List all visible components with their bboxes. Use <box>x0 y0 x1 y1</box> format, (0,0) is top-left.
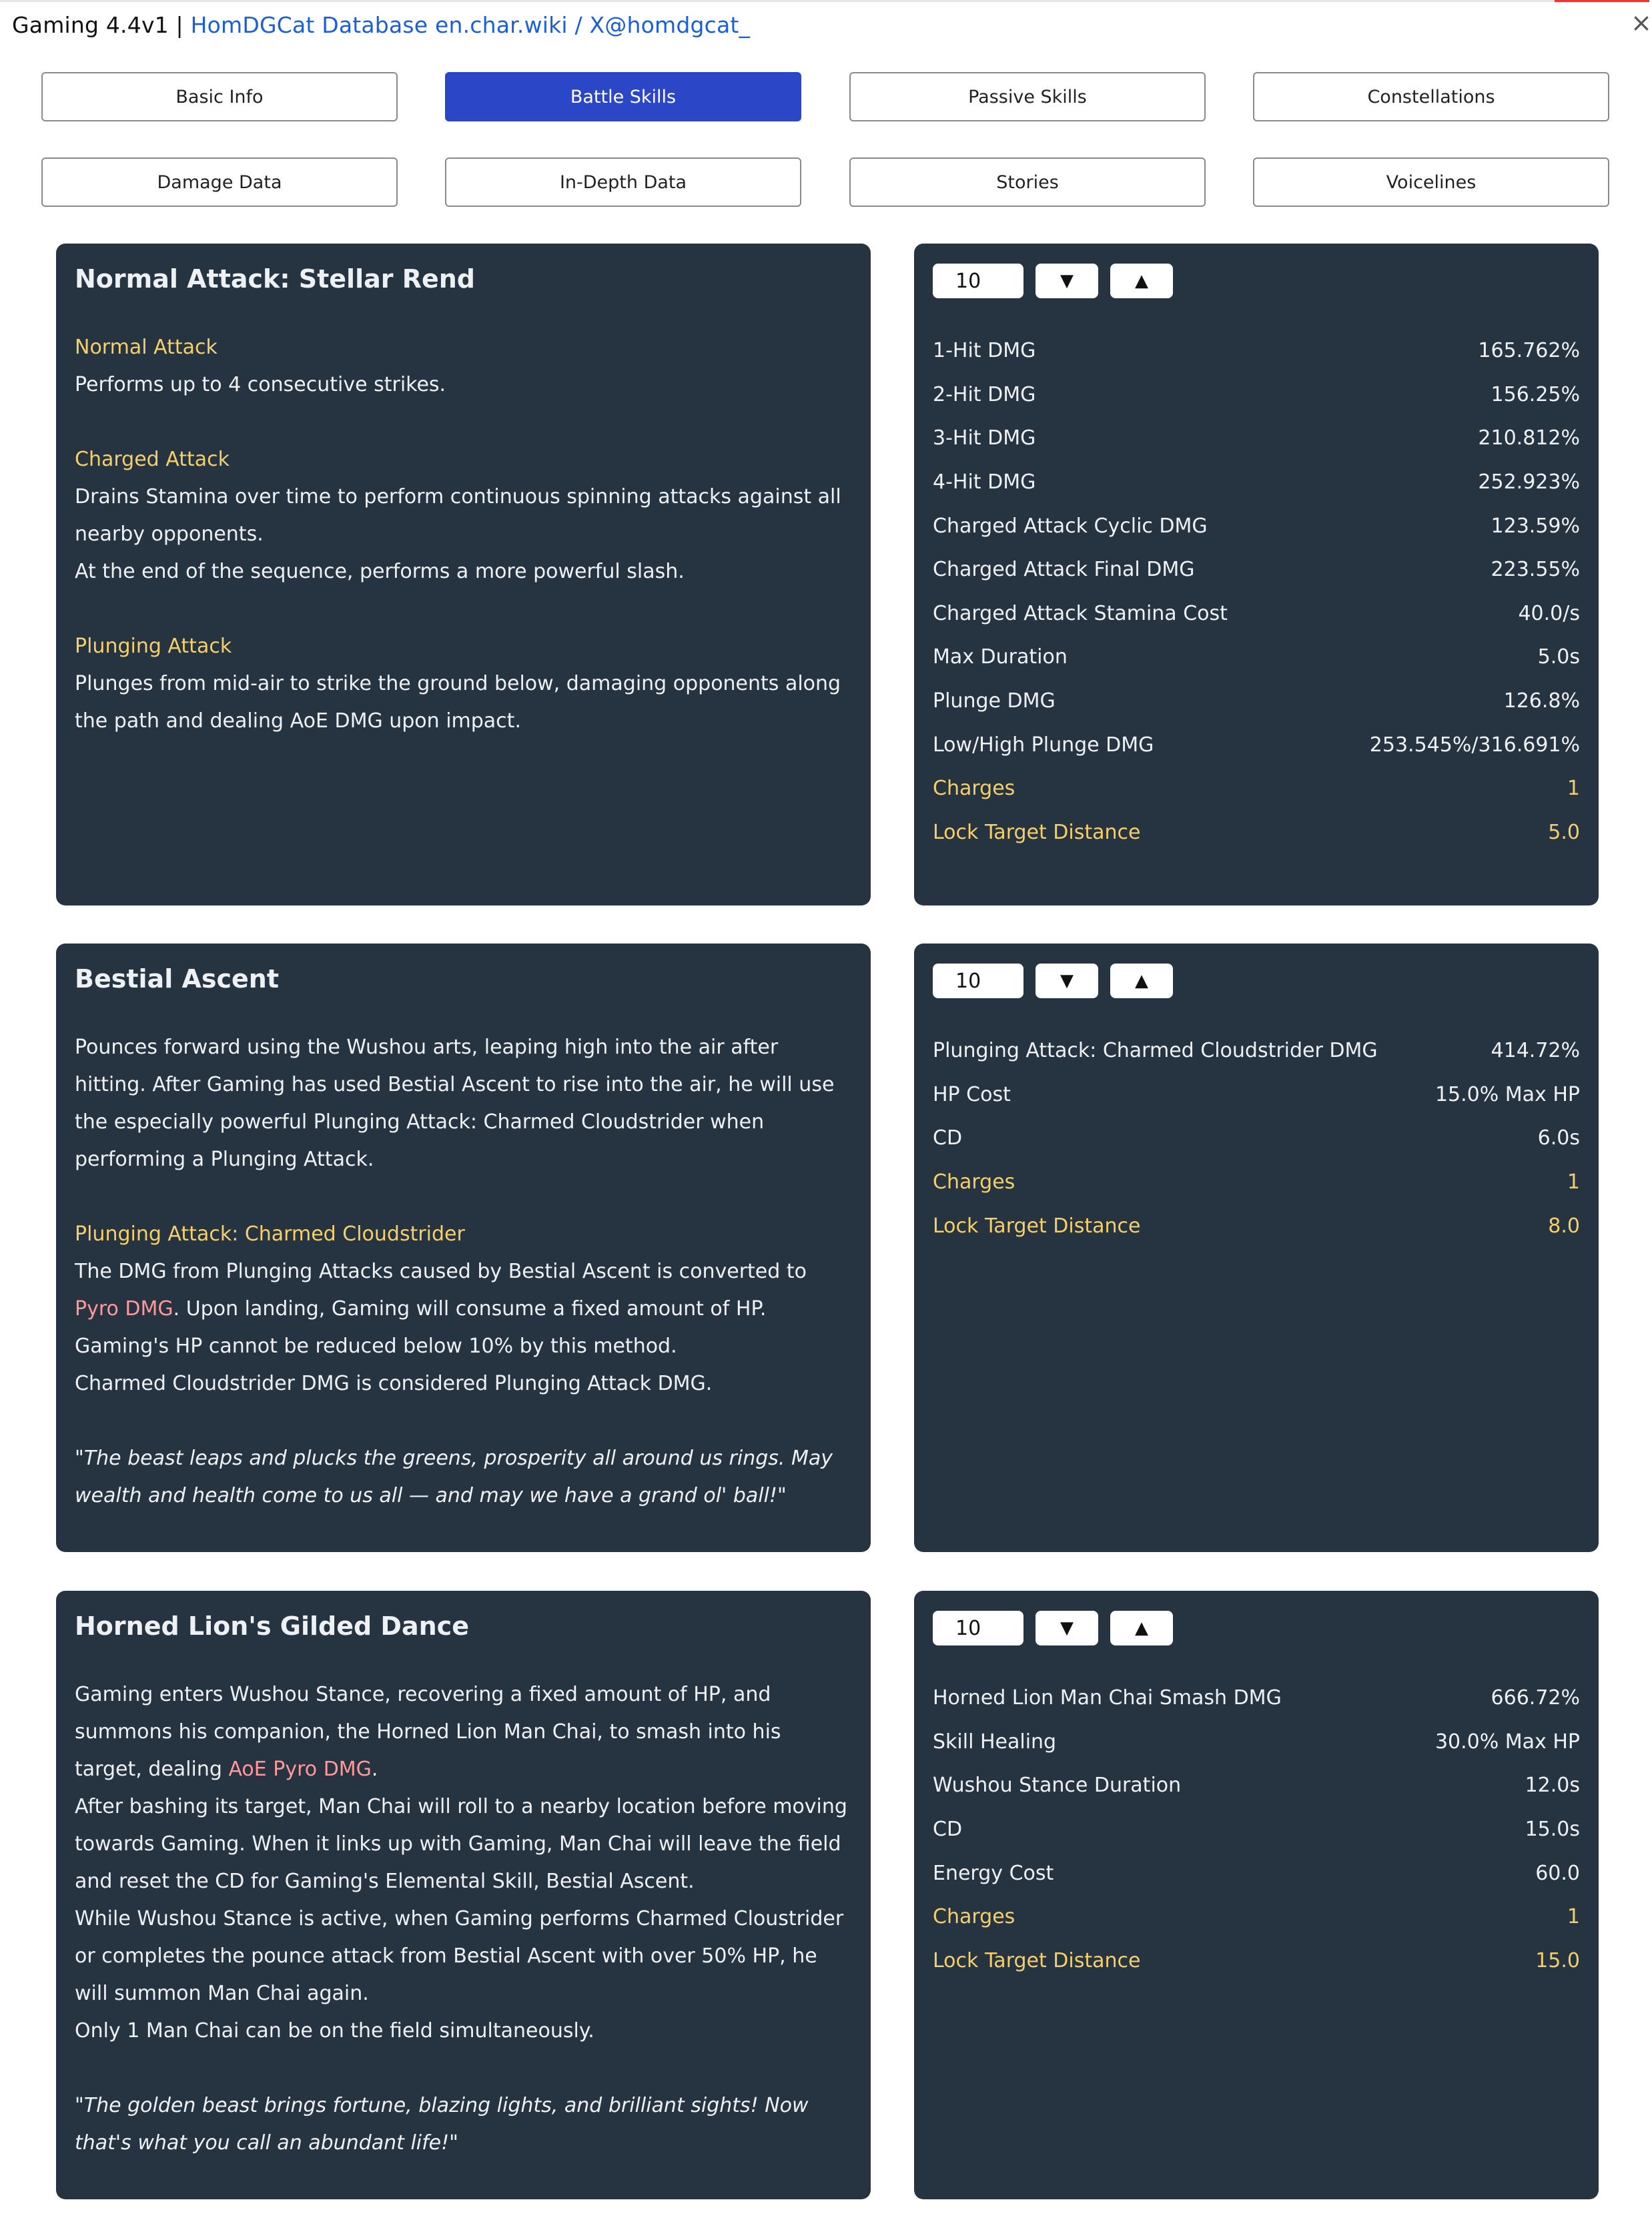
stat-label: 1-Hit DMG <box>933 339 1036 363</box>
pyro-dmg-text: AoE Pyro DMG <box>228 1758 372 1781</box>
level-input[interactable]: 10 <box>933 264 1023 298</box>
stat-value: 210.812% <box>1478 426 1580 450</box>
stat-label: Lock Target Distance <box>933 820 1141 844</box>
paragraph-line: Plunges from mid-air to strike the ground below, damaging opponents along the path and dealing AoE DMG upon impact. <box>75 672 841 733</box>
paragraph-heading: Normal Attack <box>75 336 218 359</box>
stat-value: 156.25% <box>1491 382 1580 406</box>
tab-damage-data[interactable]: Damage Data <box>41 157 398 207</box>
stat-label: 2-Hit DMG <box>933 382 1036 406</box>
skill-description-bestial-ascent <box>56 944 871 1552</box>
stat-value: 123.59% <box>1491 514 1580 538</box>
stat-label: Charged Attack Cyclic DMG <box>933 514 1208 538</box>
paragraph-text: The DMG from Plunging Attacks caused by Bestial Ascent is converted to <box>75 1260 807 1283</box>
stat-row <box>933 1720 1580 1764</box>
paragraph-line: Drains Stamina over time to perform continuous spinning attacks against all nearby opponents. <box>75 485 841 546</box>
stat-value: 252.923% <box>1478 470 1580 494</box>
stat-value: 30.0% Max HP <box>1434 1730 1580 1754</box>
skill-title: Bestial Ascent <box>75 964 279 994</box>
stat-label: Charges <box>933 1905 1015 1929</box>
paragraph-heading: Charged Attack <box>75 448 230 471</box>
level-up-button[interactable]: ▲ <box>1110 264 1173 298</box>
paragraph-text: While Wushou Stance is active, when Gaming performs Charmed Cloustrider or completes the pounce attack from Bestial Ascent with over 50% HP, he will summon Man Chai again. <box>75 1907 844 2005</box>
paragraph-line: Performs up to 4 consecutive strikes. <box>75 373 446 396</box>
stat-value: 253.545%/316.691% <box>1369 733 1580 757</box>
stat-row <box>933 548 1580 592</box>
stat-label: HP Cost <box>933 1082 1011 1106</box>
stat-label: CD <box>933 1126 963 1150</box>
stat-row <box>933 504 1580 548</box>
stat-label: Skill Healing <box>933 1730 1057 1754</box>
paragraph-text: . Upon landing, Gaming will consume a fixed amount of HP. Gaming's HP cannot be reduced below 10% by this method. <box>75 1297 767 1358</box>
tab-in-depth-data[interactable]: In-Depth Data <box>445 157 801 207</box>
stat-row <box>933 723 1580 767</box>
stat-label: Plunging Attack: Charmed Cloudstrider DMG <box>933 1039 1378 1063</box>
stat-row <box>933 416 1580 460</box>
stat-value: 5.0 <box>1548 820 1580 844</box>
window-top-border <box>0 0 1649 2</box>
level-down-button[interactable]: ▼ <box>1036 1611 1098 1645</box>
paragraph-line: At the end of the sequence, performs a more powerful slash. <box>75 560 685 583</box>
skill-paragraph <box>75 1676 852 2050</box>
tab-constellations[interactable]: Constellations <box>1253 72 1609 121</box>
skill-paragraph: Pounces forward using the Wushou arts, leaping high into the air after hitting. After Gaming has used Bestial Ascent to rise into the air, he will use the especially powerful Plunging Attack: Charmed Cloudstrider when performing a Plunging Attack. <box>75 1036 835 1171</box>
skill-title: Horned Lion's Gilded Dance <box>75 1611 469 1641</box>
skill-paragraph <box>75 329 852 404</box>
paragraph-text: Gaming enters Wushou Stance, recovering a fixed amount of HP, and summons his companion, the Horned Lion Man Chai, to smash into his target, dealing <box>75 1683 781 1781</box>
title-prefix: Gaming 4.4v1 | <box>12 12 191 38</box>
stat-label: CD <box>933 1818 963 1842</box>
stat-row <box>933 1073 1580 1117</box>
stat-value: 8.0 <box>1548 1214 1580 1238</box>
stat-row <box>933 1029 1580 1073</box>
paragraph-text: Charmed Cloudstrider DMG is considered Plunging Attack DMG. <box>75 1372 713 1395</box>
stat-value: 15.0s <box>1525 1818 1580 1842</box>
stat-row <box>933 1204 1580 1248</box>
stat-value: 15.0% Max HP <box>1434 1082 1580 1106</box>
paragraph-text: Only 1 Man Chai can be on the field simultaneously. <box>75 2019 594 2043</box>
stat-row <box>933 1808 1580 1852</box>
stat-label: Max Duration <box>933 645 1068 669</box>
level-down-button[interactable]: ▼ <box>1036 964 1098 998</box>
stat-row <box>933 1116 1580 1160</box>
stat-row <box>933 329 1580 373</box>
stat-label: Low/High Plunge DMG <box>933 733 1154 757</box>
stat-value: 414.72% <box>1491 1039 1580 1063</box>
level-up-button[interactable]: ▲ <box>1110 964 1173 998</box>
tab-voicelines[interactable]: Voicelines <box>1253 157 1609 207</box>
level-down-button[interactable]: ▼ <box>1036 264 1098 298</box>
skill-stats-normal-attack <box>914 244 1599 905</box>
stat-value: 1 <box>1567 1905 1580 1929</box>
title-link[interactable]: HomDGCat Database en.char.wiki / X@homdgcat_ <box>190 12 751 38</box>
stats-table <box>933 329 1580 854</box>
stat-row <box>933 592 1580 636</box>
stat-value: 1 <box>1567 777 1580 801</box>
stat-row <box>933 1895 1580 1939</box>
stat-value: 126.8% <box>1503 689 1580 713</box>
stat-label: Charged Attack Stamina Cost <box>933 601 1228 625</box>
stat-value: 165.762% <box>1478 339 1580 363</box>
stat-label: Charged Attack Final DMG <box>933 558 1195 582</box>
window-accent <box>1555 0 1649 2</box>
tab-battle-skills[interactable]: Battle Skills <box>445 72 801 121</box>
stat-label: Charges <box>933 777 1015 801</box>
stat-value: 5.0s <box>1537 645 1580 669</box>
stat-label: 3-Hit DMG <box>933 426 1036 450</box>
stat-value: 1 <box>1567 1170 1580 1194</box>
paragraph-heading: Plunging Attack <box>75 635 232 658</box>
skill-title: Normal Attack: Stellar Rend <box>75 264 476 294</box>
skill-stats-bestial-ascent <box>914 944 1599 1552</box>
level-up-button[interactable]: ▲ <box>1110 1611 1173 1645</box>
stat-label: Horned Lion Man Chai Smash DMG <box>933 1686 1282 1710</box>
stat-row <box>933 460 1580 504</box>
window-title <box>12 12 750 38</box>
tab-passive-skills[interactable]: Passive Skills <box>849 72 1206 121</box>
level-controls <box>933 1611 1173 1645</box>
stat-label: Plunge DMG <box>933 689 1056 713</box>
stat-label: Lock Target Distance <box>933 1214 1141 1238</box>
tab-stories[interactable]: Stories <box>849 157 1206 207</box>
skill-quote: "The golden beast brings fortune, blazing lights, and brilliant sights! Now that's what you call an abundant life!" <box>75 2094 809 2155</box>
tab-basic-info[interactable]: Basic Info <box>41 72 398 121</box>
stats-table <box>933 1676 1580 1982</box>
stat-label: Wushou Stance Duration <box>933 1774 1182 1798</box>
skill-paragraph <box>75 1216 852 1403</box>
stat-row <box>933 767 1580 811</box>
stat-row <box>933 1160 1580 1204</box>
skill-description-normal-attack <box>56 244 871 905</box>
paragraph-text: . <box>371 1758 378 1781</box>
stat-row <box>933 635 1580 679</box>
stat-row <box>933 1939 1580 1983</box>
paragraph-heading: Plunging Attack: Charmed Cloudstrider <box>75 1222 465 1246</box>
stat-row <box>933 1851 1580 1895</box>
stat-row <box>933 679 1580 723</box>
stats-table <box>933 1029 1580 1248</box>
stat-value: 6.0s <box>1537 1126 1580 1150</box>
stat-value: 223.55% <box>1491 558 1580 582</box>
stat-row <box>933 373 1580 417</box>
skill-paragraph <box>75 628 852 740</box>
paragraph-text: After bashing its target, Man Chai will roll to a nearby location before moving towards Gaming. When it links up with Gaming, Man Chai will leave the field and reset the CD for Gaming's Elemental Skill, Bestial Ascent. <box>75 1795 847 1893</box>
stat-value: 666.72% <box>1491 1686 1580 1710</box>
stat-label: Lock Target Distance <box>933 1948 1141 1972</box>
stat-label: Energy Cost <box>933 1861 1054 1885</box>
skill-stats-horned-lion <box>914 1591 1599 2199</box>
pyro-dmg-text: Pyro DMG <box>75 1297 173 1321</box>
stat-label: Charges <box>933 1170 1015 1194</box>
skill-description-horned-lion <box>56 1591 871 2199</box>
skill-paragraph <box>75 441 852 591</box>
stat-label: 4-Hit DMG <box>933 470 1036 494</box>
stat-row <box>933 1676 1580 1720</box>
stat-row <box>933 811 1580 855</box>
stat-value: 15.0 <box>1535 1948 1580 1972</box>
stat-value: 60.0 <box>1535 1861 1580 1885</box>
close-icon[interactable]: × <box>1631 8 1652 37</box>
level-input[interactable]: 10 <box>933 964 1023 998</box>
stat-value: 40.0/s <box>1518 601 1580 625</box>
level-controls <box>933 264 1173 298</box>
level-controls <box>933 964 1173 998</box>
stat-row <box>933 1764 1580 1808</box>
level-input[interactable]: 10 <box>933 1611 1023 1645</box>
skill-quote: "The beast leaps and plucks the greens, prosperity all around us rings. May wealth and health come to us all — and may we have a grand ol' ball!" <box>75 1447 833 1507</box>
stat-value: 12.0s <box>1525 1774 1580 1798</box>
